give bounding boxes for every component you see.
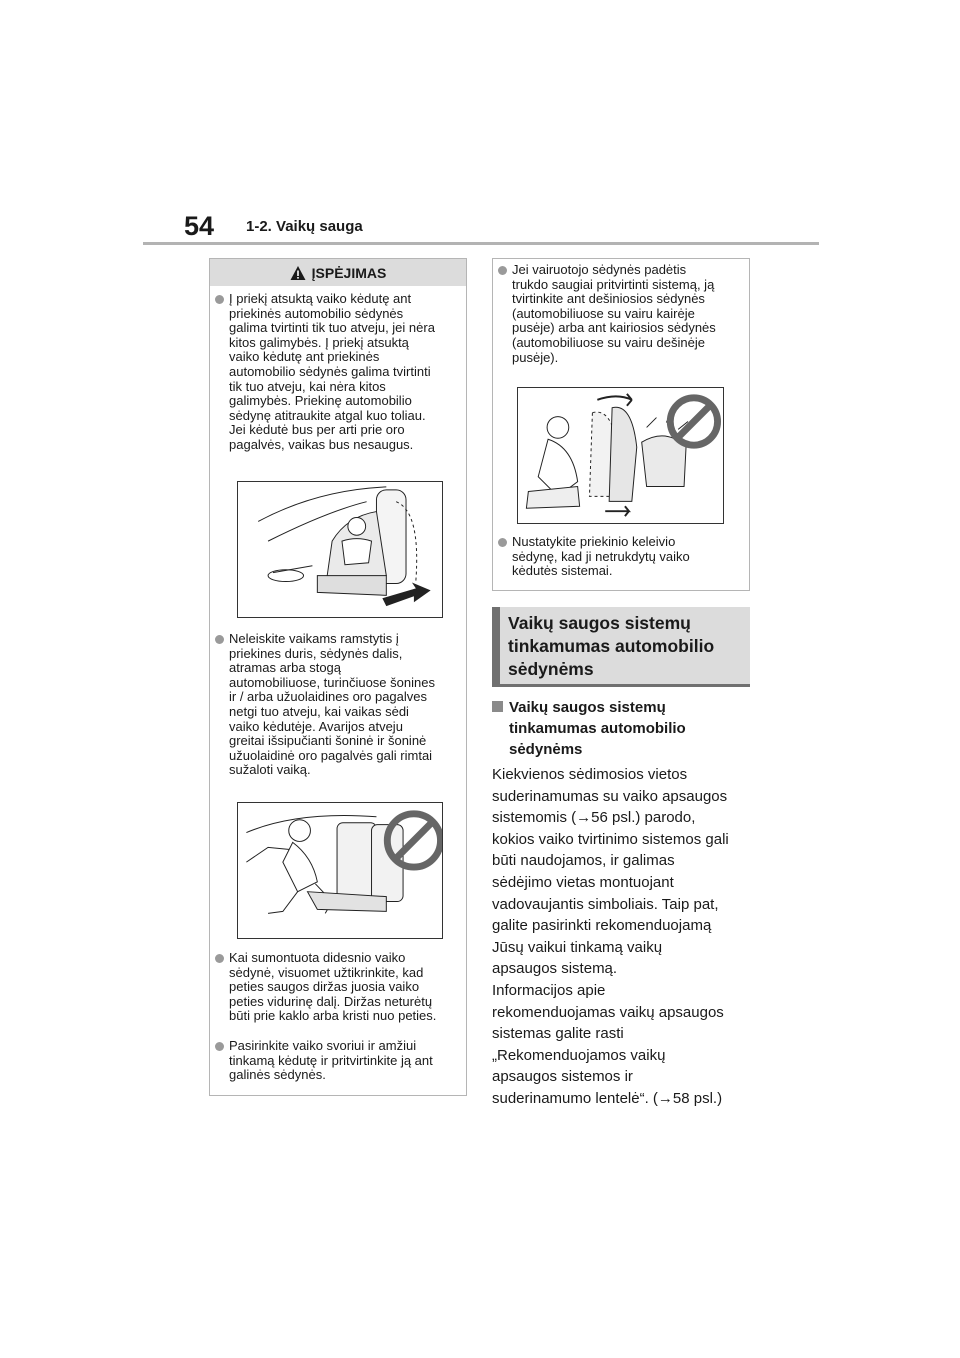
section-label: 1-2. Vaikų sauga (246, 218, 363, 235)
page-number: 54 (184, 211, 215, 241)
text-line: galinės sėdynės. (229, 1067, 326, 1083)
text-line: (automobiliuose su vairu dešinėje (512, 334, 705, 350)
text-line: peties saugos diržas juosia vaiko (229, 979, 420, 995)
text-line: Jei kėdutė bus per arti prie oro (229, 422, 405, 438)
text-line: sėdynę atitraukite atgal kuo toliau. (229, 407, 426, 423)
text-line: tinkamą kėdutę ir pritvirtinkite ją ant (229, 1052, 433, 1068)
section-heading-line: Vaikų saugos sistemų (508, 613, 691, 633)
text-line: suderinamumas su vaiko apsaugos (492, 787, 728, 805)
text-line: pusėje). (512, 349, 559, 365)
warning-bullet (498, 535, 744, 579)
text-line: sužaloti vaiką. (229, 762, 311, 778)
text-line: peties vidurinę dalį. Diržas neturėtų (229, 993, 433, 1009)
text-line: priekinės automobilio sėdynės (229, 305, 404, 321)
warning-box (209, 258, 467, 1096)
text-line: priekines duris, sėdynės dalis, (229, 645, 403, 661)
text-line: kėdutės sistemai. (512, 563, 613, 579)
subheading-line: sėdynėms (509, 741, 583, 758)
text-line: Kiekvienos sėdimosios vietos (492, 766, 688, 783)
text-line: galima tvirtinti tik tuo atveju, jei nėra (229, 320, 435, 336)
text-line: atramas arba stogą (229, 660, 342, 676)
bullet-dot (215, 295, 224, 304)
driver-seat-illustration (518, 388, 723, 523)
bullet-dot (215, 1042, 224, 1051)
child-leaning-illustration (238, 803, 442, 938)
subheading-line: Vaikų saugos sistemų (509, 699, 666, 716)
text-line: kokios vaiko tvirtinimo sistemos gali (492, 830, 729, 848)
figure-child-seat-front (237, 481, 443, 618)
text-line: „Rekomenduojamos vaikų (492, 1046, 666, 1064)
text-line: trukdo saugiai pritvirtinti sistemą, ją (512, 276, 715, 292)
warning-bullet (215, 951, 461, 1024)
warning-triangle-icon (290, 265, 306, 281)
warning-title: ĮSPĖJIMAS (311, 264, 387, 281)
warning-bullet (498, 263, 744, 365)
text-line: galite pasirinkti rekomenduojamą (492, 917, 712, 935)
section-heading-line: sėdynėms (508, 659, 594, 679)
warning-bullet (215, 1039, 461, 1083)
text-line: Į priekį atsuktą vaiko kėdutę ant (229, 291, 412, 306)
text-line: pagalvės, vaikas bus nesaugus. (229, 436, 414, 452)
text-line: vaiko kėdutę ant priekinės (229, 349, 380, 365)
text-line: Kai sumontuota didesnio vaiko (229, 950, 406, 965)
subheading-line: tinkamumas automobilio (509, 720, 686, 737)
text-line: užuolaidinė oro pagalvės gali rimtai (229, 747, 433, 763)
body-paragraph (492, 764, 754, 1110)
text-line: sistemas galite rasti (492, 1025, 624, 1043)
figure-child-leaning (237, 802, 443, 939)
child-seat-front-illustration (238, 482, 442, 617)
text-line: tvirtinkite ant dešiniosios sėdynės (512, 291, 705, 307)
text-line: Informacijos apie (492, 981, 606, 999)
text-line: apsaugos sistemą. (492, 960, 618, 978)
header-rule (143, 242, 819, 245)
figure-driver-seat (517, 387, 724, 524)
warning-header (210, 259, 466, 286)
text-line: tik tuo atveju, kai nėra kitos (229, 378, 386, 394)
text-line: greitai išsipučianti šoninė ir šoninė (229, 733, 427, 749)
text-line: rekomenduojamas vaikų apsaugos (492, 1003, 724, 1021)
subheading-text (509, 697, 739, 760)
warning-bullet (215, 292, 461, 453)
bullet-dot (215, 635, 224, 644)
section-heading (492, 607, 750, 687)
text-line: Jei vairuotojo sėdynės padėtis (512, 262, 687, 277)
bullet-dot (215, 954, 224, 963)
bullet-dot (498, 538, 507, 547)
prohibited-icon (670, 398, 717, 445)
text-line: vadovaujantis simboliais. Taip pat, (492, 895, 719, 913)
bullet-dot (498, 266, 507, 275)
text-line: Nustatykite priekinio keleivio (512, 534, 676, 549)
text-line: (automobiliuose su vairu kairėje (512, 305, 695, 321)
text-line: sėdynę, kad ji netrukdytų vaiko (512, 548, 690, 564)
warning-bullet (215, 632, 461, 778)
text-line: sistemomis (→56 psl.) parodo, (492, 809, 696, 827)
square-bullet-icon (492, 701, 503, 712)
text-line: Jūsų vaikui tinkamą vaikų (492, 938, 663, 956)
text-line: kitos galimybės. Į priekį atsuktą (229, 334, 409, 350)
text-line: automobilio sėdynės galima tvirtinti (229, 363, 431, 379)
section-heading-line: tinkamumas automobilio (508, 636, 715, 656)
text-line: netgi tuo atveju, kai vaikas sėdi (229, 703, 409, 719)
text-line: ir / arba užuolaidines oro pagalves (229, 689, 428, 705)
text-line: Neleiskite vaikams ramstytis į (229, 631, 399, 646)
text-line: automobiliuose, turinčiuose šonines (229, 674, 435, 690)
text-line: būti naudojamos, ir galimas (492, 852, 675, 870)
text-line: sėdynė, visuomet užtikrinkite, kad (229, 964, 424, 980)
right-warning-box (492, 258, 750, 591)
text-line: būti prie kaklo arba kristi nuo peties. (229, 1008, 437, 1024)
text-line: galimybės. Priekinę automobilio (229, 393, 412, 409)
text-line: sėdėjimo vietas montuojant (492, 873, 674, 891)
text-line: suderinamumo lentelė“. (→58 psl.) (492, 1089, 723, 1107)
text-line: apsaugos sistemos ir (492, 1068, 633, 1086)
text-line: pusėje) arba ant kairiosios sėdynės (512, 320, 716, 336)
text-line: vaiko kėdutėje. Avarijos atveju (229, 718, 403, 734)
text-line: Pasirinkite vaiko svoriui ir amžiui (229, 1038, 417, 1053)
